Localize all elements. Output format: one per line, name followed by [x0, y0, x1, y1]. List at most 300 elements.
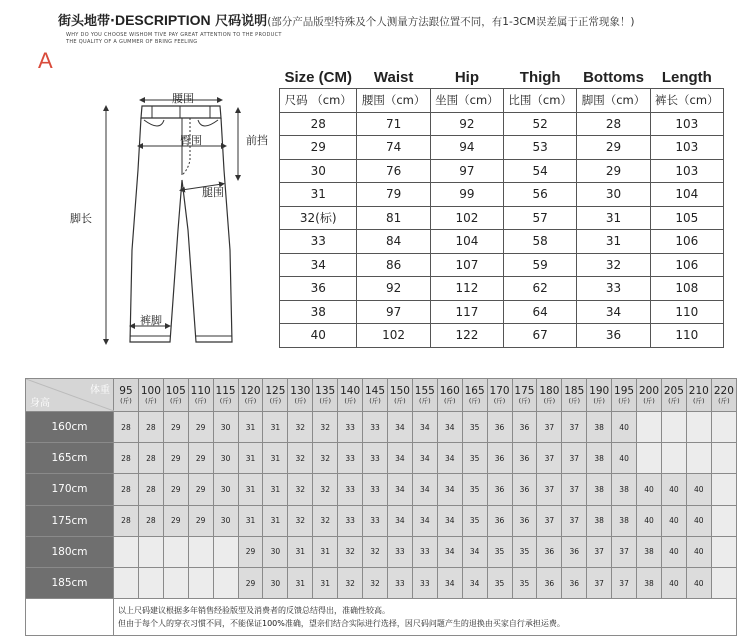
size-cell: 74 — [357, 136, 430, 160]
size-recommendation-cell: 33 — [363, 443, 388, 474]
thigh-label: 腿围 — [202, 186, 224, 199]
size-recommendation-cell: 36 — [487, 505, 512, 536]
size-recommendation-cell: 38 — [637, 536, 662, 567]
size-cell: 64 — [504, 300, 577, 324]
weight-unit: (斤) — [145, 396, 157, 405]
size-recommendation-cell: 38 — [612, 505, 637, 536]
weight-unit: (斤) — [394, 396, 406, 405]
size-cell: 40 — [280, 324, 357, 348]
size-recommendation-cell: 36 — [562, 536, 587, 567]
weight-value: 180 — [539, 384, 560, 397]
weight-unit: (斤) — [518, 396, 531, 405]
size-recommendation-cell: 37 — [562, 412, 587, 443]
size-recommendation-cell: 32 — [288, 443, 313, 474]
col-header-zh: 裤长（cm） — [650, 89, 723, 113]
size-cell: 117 — [430, 300, 503, 324]
weight-header-cell — [313, 379, 338, 412]
weight-value: 105 — [165, 384, 186, 397]
size-recommendation-cell: 38 — [612, 474, 637, 505]
size-recommendation-cell — [637, 412, 662, 443]
size-cell: 102 — [357, 324, 430, 348]
size-recommendation-cell — [188, 567, 213, 598]
pants-outline-icon — [70, 80, 280, 360]
weight-value: 130 — [290, 384, 311, 397]
bottom-label: 裤脚 — [140, 314, 162, 327]
size-recommendation-cell — [114, 567, 139, 598]
size-cell: 33 — [280, 230, 357, 254]
weight-header-cell — [288, 379, 313, 412]
size-recommendation-cell: 40 — [661, 536, 686, 567]
size-recommendation-cell: 40 — [686, 474, 711, 505]
size-recommendation-cell: 28 — [114, 474, 139, 505]
size-recommendation-cell: 33 — [363, 505, 388, 536]
size-recommendation-cell: 32 — [363, 536, 388, 567]
weight-value: 165 — [464, 384, 485, 397]
size-cell: 103 — [650, 159, 723, 183]
size-cell: 102 — [430, 206, 503, 230]
size-cell: 59 — [504, 253, 577, 277]
size-cell: 97 — [357, 300, 430, 324]
size-recommendation-cell — [661, 412, 686, 443]
size-recommendation-cell: 36 — [512, 474, 537, 505]
size-recommendation-cell: 32 — [313, 474, 338, 505]
size-cell: 122 — [430, 324, 503, 348]
size-recommendation-cell — [686, 412, 711, 443]
size-recommendation-cell: 38 — [587, 443, 612, 474]
size-recommendation-cell: 37 — [587, 567, 612, 598]
size-recommendation-cell: 35 — [462, 443, 487, 474]
notes-spacer — [26, 599, 114, 636]
size-recommendation-cell: 31 — [313, 536, 338, 567]
size-recommendation-cell: 28 — [138, 412, 163, 443]
size-recommendation-cell: 40 — [637, 474, 662, 505]
size-recommendation-cell: 34 — [387, 474, 412, 505]
height-label: 180cm — [26, 536, 114, 567]
size-recommendation-cell: 35 — [462, 505, 487, 536]
height-row — [26, 412, 737, 443]
weight-header-cell — [412, 379, 437, 412]
weight-unit: (斤) — [169, 396, 182, 405]
size-recommendation-cell: 38 — [587, 505, 612, 536]
size-recommendation-cell: 32 — [338, 567, 363, 598]
size-recommendation-cell: 37 — [562, 443, 587, 474]
size-recommendation-cell: 31 — [288, 567, 313, 598]
size-recommendation-cell — [163, 536, 188, 567]
size-cell: 29 — [280, 136, 357, 160]
size-recommendation-cell: 32 — [338, 536, 363, 567]
col-header-zh: 脚围（cm） — [577, 89, 650, 113]
size-recommendation-cell: 37 — [587, 536, 612, 567]
size-cell: 67 — [504, 324, 577, 348]
size-recommendation-cell: 40 — [686, 536, 711, 567]
size-cell: 106 — [650, 230, 723, 254]
weight-unit: (斤) — [593, 396, 605, 405]
weight-header-row — [26, 379, 737, 412]
weight-value: 155 — [414, 384, 435, 397]
size-recommendation-cell: 40 — [612, 443, 637, 474]
weight-header-cell — [263, 379, 288, 412]
weight-unit: (斤) — [120, 396, 132, 405]
size-recommendation-cell — [114, 536, 139, 567]
size-recommendation-cell: 36 — [537, 567, 562, 598]
weight-header-cell — [163, 379, 188, 412]
size-cell: 84 — [357, 230, 430, 254]
weight-unit: (斤) — [618, 396, 630, 405]
size-recommendation-cell: 32 — [313, 412, 338, 443]
weight-header-cell — [711, 379, 736, 412]
size-recommendation-cell: 32 — [288, 412, 313, 443]
size-cell: 103 — [650, 136, 723, 160]
size-recommendation-cell: 35 — [512, 567, 537, 598]
col-header-zh: 尺码 （cm） — [280, 89, 357, 113]
size-cell: 107 — [430, 253, 503, 277]
size-recommendation-cell: 38 — [637, 567, 662, 598]
front-rise-label: 前挡 — [246, 134, 268, 147]
size-recommendation-cell — [711, 443, 736, 474]
weight-value: 150 — [389, 384, 410, 397]
size-cell: 29 — [577, 136, 650, 160]
height-label: 170cm — [26, 474, 114, 505]
weight-header-cell — [612, 379, 637, 412]
size-row — [280, 112, 724, 136]
weight-value: 195 — [614, 384, 635, 397]
weight-value: 145 — [364, 384, 386, 397]
size-recommendation-cell: 31 — [238, 443, 263, 474]
size-recommendation-cell: 34 — [437, 536, 462, 567]
size-recommendation-cell: 28 — [138, 474, 163, 505]
size-cell: 31 — [280, 183, 357, 207]
tagline-2: THE QUALITY OF A GUMMER OF BRING FEELING — [66, 39, 198, 45]
size-recommendation-cell: 33 — [412, 567, 437, 598]
size-recommendation-cell: 31 — [313, 567, 338, 598]
weight-corner-label: 体重 — [90, 385, 110, 396]
notes-row — [26, 599, 737, 636]
weight-value: 110 — [190, 384, 211, 397]
size-recommendation-cell — [711, 474, 736, 505]
size-recommendation-cell: 34 — [437, 567, 462, 598]
size-recommendation-cell: 28 — [138, 505, 163, 536]
size-recommendation-cell: 34 — [412, 474, 437, 505]
length-label: 脚长 — [70, 212, 92, 225]
size-recommendation-cell — [138, 536, 163, 567]
size-recommendation-cell: 33 — [338, 474, 363, 505]
col-header: Bottoms — [583, 68, 644, 86]
size-recommendation-cell: 40 — [661, 567, 686, 598]
note-line-2: 但由于每个人的穿衣习惯不同，不能保证100%准确，望亲们结合实际进行选择，因尺码问题产生的退换由买家自行承担运费。 — [118, 619, 565, 629]
weight-unit: (斤) — [543, 396, 556, 405]
size-cell: 38 — [280, 300, 357, 324]
pants-diagram — [70, 80, 280, 360]
size-recommendation-cell: 34 — [387, 505, 412, 536]
weight-value: 100 — [140, 384, 161, 397]
size-row — [280, 277, 724, 301]
size-cell: 79 — [357, 183, 430, 207]
size-recommendation-cell: 37 — [562, 474, 587, 505]
weight-value: 210 — [688, 384, 709, 397]
weight-unit: (斤) — [219, 396, 232, 405]
size-recommendation-cell: 35 — [487, 536, 512, 567]
weight-unit: (斤) — [643, 396, 655, 405]
size-recommendation-cell: 33 — [338, 443, 363, 474]
size-recommendation-cell: 34 — [437, 443, 462, 474]
weight-value: 170 — [489, 384, 510, 397]
weight-header-cell — [138, 379, 163, 412]
weight-header-cell — [437, 379, 462, 412]
size-recommendation-cell: 37 — [537, 474, 562, 505]
size-recommendation-cell: 34 — [387, 412, 412, 443]
size-cell: 32 — [577, 253, 650, 277]
height-row — [26, 474, 737, 505]
size-recommendation-cell: 33 — [338, 505, 363, 536]
size-cell: 104 — [650, 183, 723, 207]
weight-value: 140 — [340, 384, 361, 397]
col-header: Waist — [373, 68, 414, 86]
size-cell: 33 — [577, 277, 650, 301]
size-cell: 76 — [357, 159, 430, 183]
size-table-body — [280, 89, 724, 348]
size-cell: 32(标) — [280, 206, 357, 230]
weight-unit: (斤) — [668, 396, 680, 405]
size-cell: 36 — [577, 324, 650, 348]
col-header: Thigh — [519, 68, 561, 86]
size-recommendation-cell: 33 — [387, 536, 412, 567]
size-cell: 71 — [357, 112, 430, 136]
size-recommendation-cell — [661, 443, 686, 474]
size-recommendation-cell: 37 — [562, 505, 587, 536]
size-cell: 86 — [357, 253, 430, 277]
size-recommendation-cell: 33 — [363, 412, 388, 443]
weight-header-cell — [114, 379, 139, 412]
size-recommendation-cell: 38 — [587, 412, 612, 443]
disclaimer-subtitle: (部分产品版型特殊及个人测量方法跟位置不同，有1-3CM误差属于正常现象！) — [267, 16, 635, 28]
size-recommendation-cell: 32 — [363, 567, 388, 598]
size-table — [279, 66, 724, 348]
size-cell: 29 — [577, 159, 650, 183]
size-recommendation-cell: 40 — [661, 474, 686, 505]
size-recommendation-cell: 32 — [313, 505, 338, 536]
size-recommendation-cell — [188, 536, 213, 567]
size-recommendation-cell: 36 — [537, 536, 562, 567]
note-line-1: 以上尺码建议根据多年销售经验版型及消费者的反馈总结得出，准确性较高。 — [118, 606, 390, 616]
size-cell: 110 — [650, 300, 723, 324]
size-cell: 54 — [504, 159, 577, 183]
size-cell: 105 — [650, 206, 723, 230]
size-cell: 112 — [430, 277, 503, 301]
weight-header-cell — [238, 379, 263, 412]
height-row — [26, 567, 737, 598]
notes-cell — [114, 599, 737, 636]
size-recommendation-cell: 34 — [462, 567, 487, 598]
size-recommendation-cell: 30 — [213, 443, 238, 474]
col-header: Hip — [454, 68, 479, 86]
weight-header-cell — [487, 379, 512, 412]
weight-unit: (斤) — [693, 396, 705, 405]
size-cell: 94 — [430, 136, 503, 160]
weight-unit: (斤) — [493, 396, 506, 405]
size-recommendation-cell: 34 — [412, 412, 437, 443]
weight-header-cell — [363, 379, 388, 412]
size-recommendation-cell: 36 — [562, 567, 587, 598]
size-recommendation-cell: 29 — [188, 474, 213, 505]
weight-value: 95 — [119, 384, 133, 397]
weight-unit: (斤) — [244, 396, 257, 405]
size-cell: 97 — [430, 159, 503, 183]
waist-label: 腰围 — [172, 92, 194, 105]
size-recommendation-cell — [711, 567, 736, 598]
weight-unit: (斤) — [568, 396, 581, 405]
size-recommendation-cell: 34 — [412, 443, 437, 474]
size-recommendation-cell: 35 — [487, 567, 512, 598]
weight-value: 115 — [215, 384, 236, 397]
size-recommendation-cell — [686, 443, 711, 474]
size-recommendation-cell: 31 — [288, 536, 313, 567]
size-cell: 92 — [357, 277, 430, 301]
weight-header-cell — [462, 379, 487, 412]
size-recommendation-cell: 40 — [612, 412, 637, 443]
size-cell: 36 — [280, 277, 357, 301]
hip-label: 臀围 — [180, 134, 202, 147]
weight-unit: (斤) — [319, 396, 331, 405]
height-row — [26, 443, 737, 474]
size-cell: 104 — [430, 230, 503, 254]
size-recommendation-cell: 29 — [188, 505, 213, 536]
weight-unit: (斤) — [468, 396, 481, 405]
size-recommendation-cell: 35 — [512, 536, 537, 567]
size-cell: 28 — [280, 112, 357, 136]
size-recommendation-cell — [711, 536, 736, 567]
size-recommendation-cell: 40 — [686, 505, 711, 536]
size-recommendation-cell: 29 — [238, 567, 263, 598]
size-cell: 31 — [577, 206, 650, 230]
size-cell: 62 — [504, 277, 577, 301]
size-row — [280, 230, 724, 254]
size-cell: 52 — [504, 112, 577, 136]
size-guide-title: 尺码说明 — [215, 14, 268, 29]
weight-unit: (斤) — [419, 396, 431, 405]
height-corner-label: 身高 — [30, 398, 50, 409]
section-marker: A — [38, 48, 53, 73]
size-row — [280, 253, 724, 277]
size-cell: 56 — [504, 183, 577, 207]
size-recommendation-cell: 37 — [537, 505, 562, 536]
size-recommendation-cell — [637, 443, 662, 474]
weight-header-cell — [587, 379, 612, 412]
size-cell: 30 — [577, 183, 650, 207]
size-recommendation-cell — [213, 567, 238, 598]
size-recommendation-cell: 29 — [163, 474, 188, 505]
page-header — [58, 10, 634, 29]
col-header-zh: 比围（cm） — [504, 89, 577, 113]
weight-header-cell — [213, 379, 238, 412]
size-recommendation-cell: 34 — [462, 536, 487, 567]
size-recommendation-cell: 29 — [188, 443, 213, 474]
size-recommendation-cell: 28 — [114, 443, 139, 474]
size-cell: 108 — [650, 277, 723, 301]
size-recommendation-cell: 36 — [487, 443, 512, 474]
col-header-zh: 坐围（cm） — [430, 89, 503, 113]
weight-value: 120 — [240, 384, 261, 397]
size-cell: 110 — [650, 324, 723, 348]
weight-header-cell — [512, 379, 537, 412]
size-recommendation-cell: 33 — [363, 474, 388, 505]
size-recommendation-cell: 30 — [263, 567, 288, 598]
weight-value: 125 — [265, 384, 286, 397]
size-recommendation-cell: 34 — [437, 505, 462, 536]
size-recommendation-cell: 37 — [612, 567, 637, 598]
size-recommendation-cell: 36 — [512, 443, 537, 474]
size-recommendation-cell — [213, 536, 238, 567]
weight-unit: (斤) — [294, 396, 307, 405]
size-recommendation-cell: 30 — [263, 536, 288, 567]
size-recommendation-cell: 28 — [138, 443, 163, 474]
weight-header-cell — [338, 379, 363, 412]
size-recommendation-cell: 30 — [213, 474, 238, 505]
size-row — [280, 300, 724, 324]
size-recommendation-cell: 36 — [512, 412, 537, 443]
weight-value: 205 — [663, 384, 684, 397]
size-recommendation-cell: 28 — [114, 412, 139, 443]
size-recommendation-cell: 35 — [462, 474, 487, 505]
weight-value: 135 — [315, 384, 336, 397]
size-recommendation-cell: 29 — [188, 412, 213, 443]
size-cell: 58 — [504, 230, 577, 254]
height-label: 165cm — [26, 443, 114, 474]
size-cell: 34 — [280, 253, 357, 277]
size-recommendation-cell: 30 — [213, 505, 238, 536]
size-recommendation-cell: 35 — [462, 412, 487, 443]
size-table-header-en — [280, 66, 724, 89]
weight-unit: (斤) — [269, 396, 282, 405]
size-recommendation-cell: 36 — [512, 505, 537, 536]
height-label: 175cm — [26, 505, 114, 536]
height-row — [26, 536, 737, 567]
description-title: DESCRIPTION — [114, 12, 211, 28]
height-row — [26, 505, 737, 536]
size-recommendation-cell — [163, 567, 188, 598]
size-recommendation-cell: 34 — [437, 412, 462, 443]
size-recommendation-cell: 29 — [163, 505, 188, 536]
size-recommendation-cell: 40 — [637, 505, 662, 536]
col-header-zh: 腰围（cm） — [357, 89, 430, 113]
weight-header-cell — [387, 379, 412, 412]
size-recommendation-cell: 31 — [238, 474, 263, 505]
weight-value: 185 — [564, 384, 585, 397]
size-cell: 99 — [430, 183, 503, 207]
weight-unit: (斤) — [344, 396, 356, 405]
size-recommendation-cell: 36 — [487, 474, 512, 505]
size-row — [280, 206, 724, 230]
weight-header-cell — [537, 379, 562, 412]
size-recommendation-cell: 31 — [263, 505, 288, 536]
weight-header-cell — [637, 379, 662, 412]
weight-header-cell — [686, 379, 711, 412]
brand-name: 街头地带· — [58, 14, 115, 29]
weight-value: 190 — [589, 384, 610, 397]
weight-value: 200 — [638, 384, 659, 397]
size-cell: 106 — [650, 253, 723, 277]
weight-height-chart — [25, 378, 737, 636]
weight-unit: (斤) — [718, 396, 730, 405]
tagline-1: WHY DO YOU CHOOSE WISHOM TIVE PAY GREAT ATTENTION TO THE PRODUCT — [66, 32, 282, 38]
size-cell: 57 — [504, 206, 577, 230]
col-header: Size (CM) — [284, 68, 352, 86]
weight-unit: (斤) — [194, 396, 207, 405]
size-cell: 34 — [577, 300, 650, 324]
size-recommendation-cell: 32 — [313, 443, 338, 474]
weight-header-cell — [661, 379, 686, 412]
size-recommendation-cell: 37 — [612, 536, 637, 567]
size-recommendation-cell: 31 — [263, 474, 288, 505]
